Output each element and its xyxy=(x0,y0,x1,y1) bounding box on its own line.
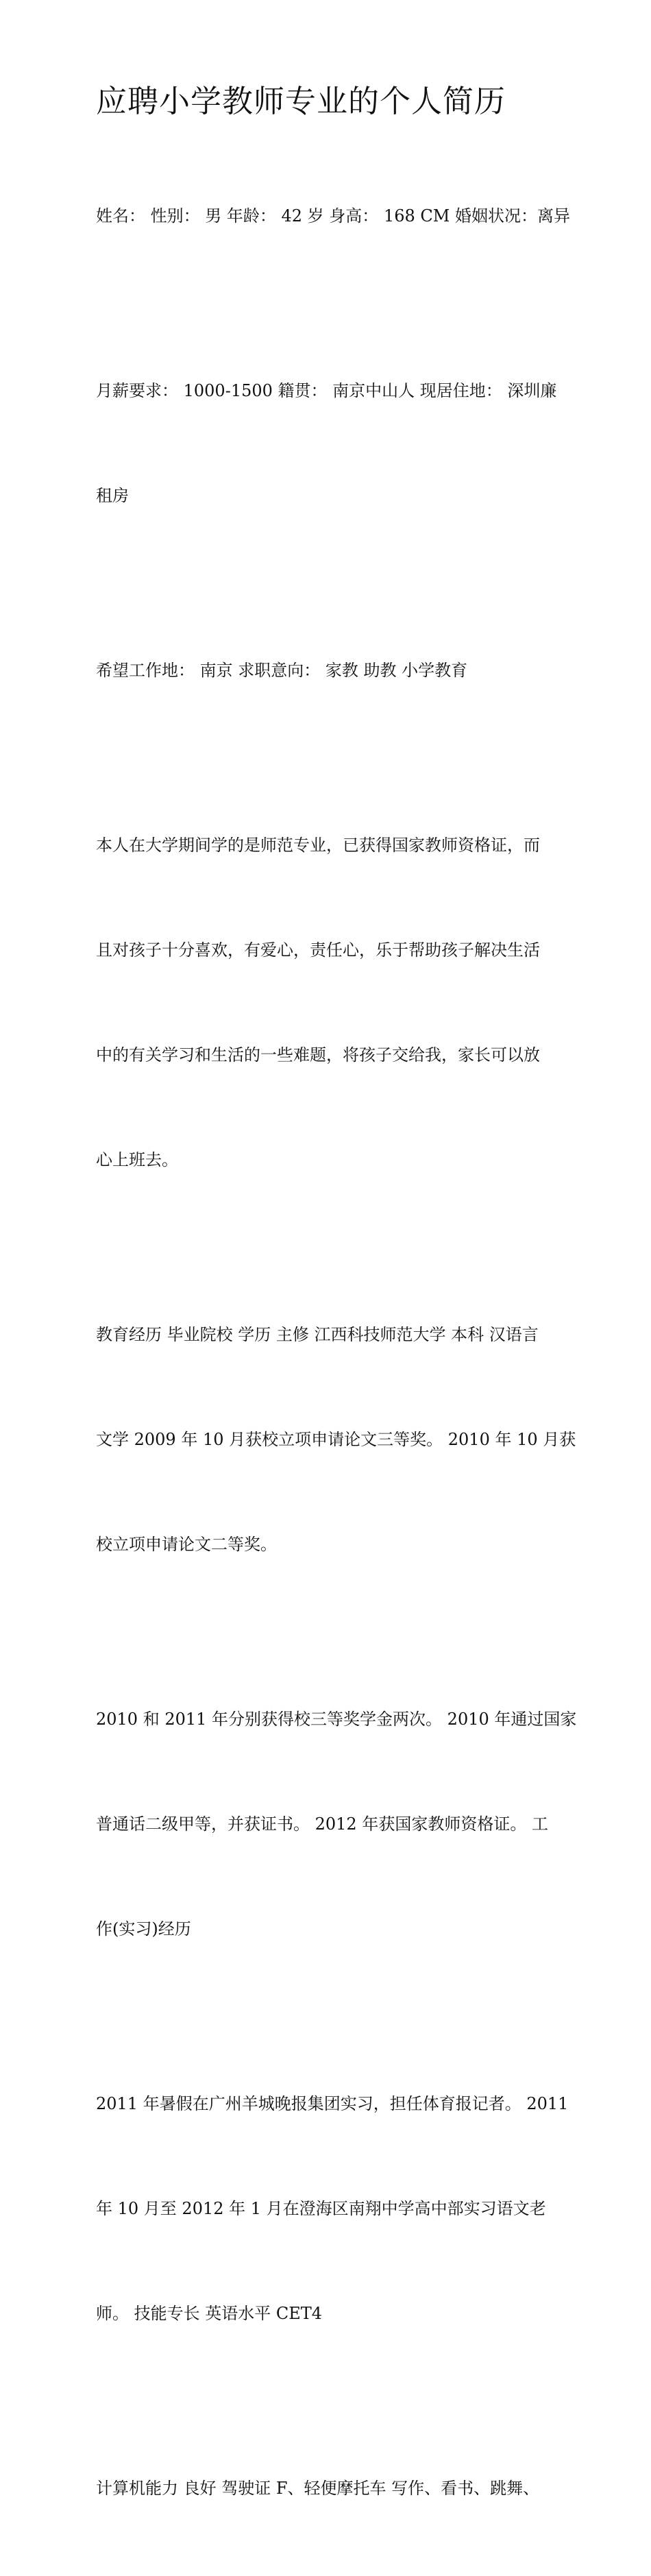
text-line: 文学 2009 年 10 月获校立项申请论文三等奖。 2010 年 10 月获 xyxy=(96,1430,576,1449)
page-title: 应聘小学教师专业的个人简历 xyxy=(96,83,506,119)
job-intent-paragraph xyxy=(96,583,569,758)
text-line: 计算机能力 良好 驾驶证 F、轻便摩托车 写作、看书、跳舞、 xyxy=(96,2479,540,2498)
text-line: 租房 xyxy=(96,486,129,505)
education-paragraph xyxy=(96,1248,576,1632)
work-experience-paragraph xyxy=(96,2017,569,2401)
text-line: 希望工作地： 南京 求职意向： 家教 助教 小学教育 xyxy=(96,661,468,680)
self-introduction-paragraph xyxy=(96,758,569,1248)
text-line: 本人在大学期间学的是师范专业，已获得国家教师资格证，而 xyxy=(96,836,540,855)
text-line: 作(实习)经历 xyxy=(96,1919,191,1939)
awards-paragraph xyxy=(96,1632,577,2017)
text-line: 中的有关学习和生活的一些难题，将孩子交给我，家长可以放 xyxy=(96,1045,540,1065)
text-line: 且对孩子十分喜欢，有爱心，责任心，乐于帮助孩子解决生活 xyxy=(96,940,540,960)
text-line: 心上班去。 xyxy=(96,1150,178,1169)
text-line: 月薪要求： 1000-1500 籍贯： 南京中山人 现居住地： 深圳廉 xyxy=(96,381,557,400)
text-line: 校立项申请论文二等奖。 xyxy=(96,1535,277,1554)
text-line: 教育经历 毕业院校 学历 主修 江西科技师范大学 本科 汉语言 xyxy=(96,1325,539,1344)
resume-page xyxy=(96,77,577,2576)
text-line: 2011 年暑假在广州羊城晚报集团实习，担任体育报记者。 2011 xyxy=(96,2094,569,2113)
salary-origin-paragraph xyxy=(96,304,569,583)
text-line: 师。 技能专长 英语水平 CET4 xyxy=(96,2304,323,2323)
text-line: 2010 和 2011 年分别获得校三等奖学金两次。 2010 年通过国家 xyxy=(96,1710,577,1729)
text-line: 年 10 月至 2012 年 1 月在澄海区南翔中学高中部实习语文老 xyxy=(96,2199,546,2218)
text-line: 普通话二级甲等，并获证书。 2012 年获国家教师资格证。 工 xyxy=(96,1814,548,1834)
text-line: 姓名： 性别： 男 年龄： 42 岁 身高： 168 CM 婚姻状况：离异 xyxy=(96,206,570,226)
skills-paragraph xyxy=(96,2401,569,2576)
basic-info-paragraph xyxy=(96,129,569,304)
